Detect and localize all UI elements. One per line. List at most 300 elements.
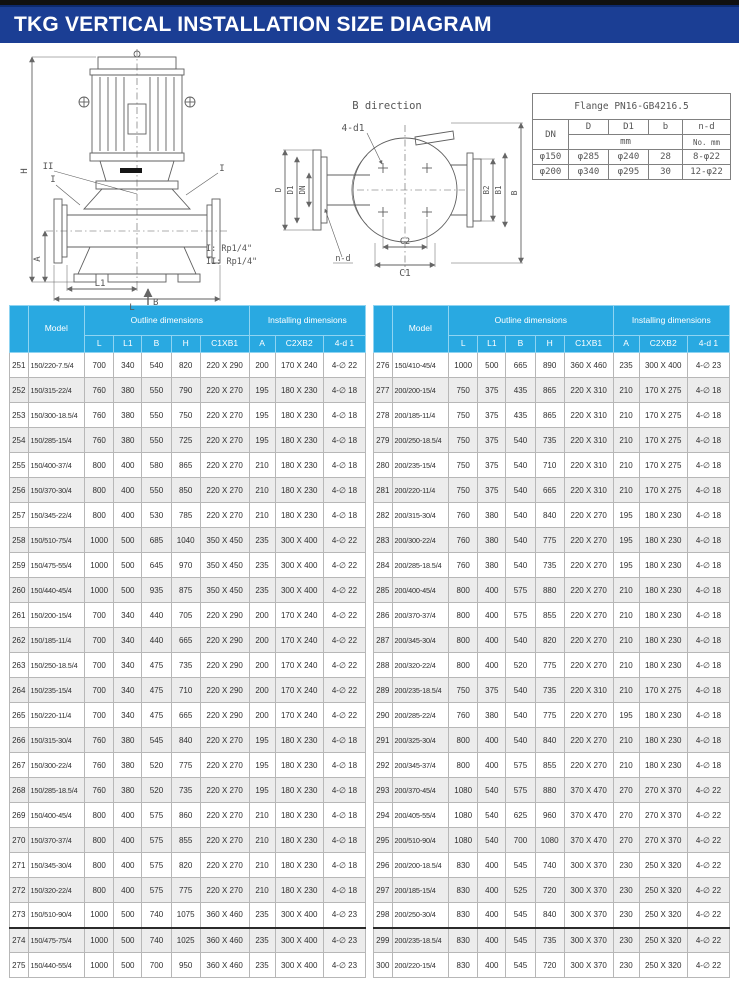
cell: 720 (535, 878, 564, 903)
cell: 4-∅ 22 (323, 653, 365, 678)
size-table-row (374, 753, 730, 778)
cell: 4-∅ 18 (323, 778, 365, 803)
cell: 4-∅ 22 (687, 853, 729, 878)
cell: 180 X 230 (275, 428, 323, 453)
cell: 540 (506, 428, 535, 453)
cell: 296 (374, 853, 393, 878)
cell: 210 (613, 453, 639, 478)
cell: 400 (114, 853, 142, 878)
cell: 375 (478, 453, 506, 478)
cell: 230 (613, 928, 639, 953)
cell: 350 X 450 (200, 553, 249, 578)
cell: 253 (10, 403, 29, 428)
flange-data-row (533, 150, 731, 165)
cell: 4-∅ 22 (323, 603, 365, 628)
cell: 220 X 270 (564, 653, 613, 678)
cell: 370 X 470 (564, 803, 613, 828)
cell: 550 (142, 478, 171, 503)
cell: 150/285-15/4 (28, 428, 85, 453)
header-row-number (374, 306, 393, 353)
cell: 575 (506, 753, 535, 778)
cell: 254 (10, 428, 29, 453)
cell: 800 (85, 853, 114, 878)
cell: 200 (249, 603, 275, 628)
cell: 575 (506, 578, 535, 603)
cell: 520 (142, 753, 171, 778)
cell: 1025 (171, 928, 200, 953)
cell: 665 (535, 478, 564, 503)
cell: 400 (114, 803, 142, 828)
size-table-row (374, 378, 730, 403)
header-c2xb2: C2XB2 (275, 336, 323, 353)
cell: φ295 (609, 165, 649, 180)
b-direction-drawing (245, 95, 535, 295)
cell: 8-φ22 (683, 150, 731, 165)
cell: 150/220-11/4 (28, 703, 85, 728)
cell: 625 (506, 803, 535, 828)
cell: 220 X 270 (200, 453, 249, 478)
cell: 665 (171, 703, 200, 728)
cell: 300 (374, 953, 393, 978)
size-table-row (10, 778, 366, 803)
size-table-row (374, 853, 730, 878)
cell: 250 X 320 (639, 878, 687, 903)
cell: 270 X 370 (639, 828, 687, 853)
cell: φ340 (569, 165, 609, 180)
cell: 150/510-75/4 (28, 528, 85, 553)
cell: 270 (613, 803, 639, 828)
flange-spec-table (532, 93, 731, 180)
cell: 235 (613, 353, 639, 378)
cell: 4-∅ 18 (323, 853, 365, 878)
cell: 210 (249, 878, 275, 903)
cell: 750 (171, 403, 200, 428)
cell: 4-∅ 18 (323, 728, 365, 753)
cell: 830 (449, 853, 478, 878)
cell: 4-∅ 18 (687, 528, 729, 553)
size-table-row (10, 628, 366, 653)
cell: 540 (506, 453, 535, 478)
cell: 220 X 310 (564, 453, 613, 478)
cell: 210 (613, 603, 639, 628)
cell: 200 (249, 703, 275, 728)
cell: 284 (374, 553, 393, 578)
cell: 960 (535, 803, 564, 828)
cell: 700 (85, 353, 114, 378)
cell: 575 (142, 828, 171, 853)
cell: 200/185-15/4 (392, 878, 449, 903)
callout-label-i-right: I (219, 164, 225, 174)
cell: 230 (613, 903, 639, 928)
cell: 180 X 230 (275, 728, 323, 753)
size-table-row (10, 928, 366, 953)
cell: 200/345-37/4 (392, 753, 449, 778)
cell: 210 (613, 428, 639, 453)
cell: 750 (449, 478, 478, 503)
cell: 300 X 400 (639, 353, 687, 378)
cell: 300 X 370 (564, 953, 613, 978)
cell: 750 (449, 453, 478, 478)
cell: 860 (171, 803, 200, 828)
cell: 150/410-45/4 (392, 353, 449, 378)
cell: 150/250-18.5/4 (28, 653, 85, 678)
cell: 170 X 275 (639, 478, 687, 503)
cell: 500 (114, 528, 142, 553)
cell: 380 (114, 428, 142, 453)
size-table-row (374, 728, 730, 753)
cell: 220 X 310 (564, 478, 613, 503)
size-table-row (374, 603, 730, 628)
size-table-row (374, 578, 730, 603)
header-outline-dimensions: Outline dimensions (449, 306, 613, 336)
dim-label-h: H (20, 168, 30, 174)
cell: 150/370-37/4 (28, 828, 85, 853)
cell: 800 (449, 628, 478, 653)
cell: 180 X 230 (639, 703, 687, 728)
size-table-row (10, 603, 366, 628)
cell: 220 X 270 (564, 728, 613, 753)
cell: 210 (249, 828, 275, 853)
cell: 380 (114, 403, 142, 428)
cell: 550 (142, 378, 171, 403)
cell: 200/315-30/4 (392, 503, 449, 528)
cell: 4-∅ 18 (687, 753, 729, 778)
cell: 380 (114, 378, 142, 403)
cell: 540 (506, 628, 535, 653)
dim-label-b2: B2 (482, 185, 491, 195)
cell: 350 X 450 (200, 528, 249, 553)
header-l1: L1 (478, 336, 506, 353)
cell: 800 (85, 503, 114, 528)
cell: 288 (374, 653, 393, 678)
cell: 180 X 230 (275, 778, 323, 803)
cell: 700 (85, 678, 114, 703)
title-bar (0, 5, 739, 43)
dim-label-l1: L1 (94, 279, 106, 289)
cell: 575 (142, 878, 171, 903)
flange-title-row (533, 94, 731, 120)
size-table-row (374, 553, 730, 578)
cell: 278 (374, 403, 393, 428)
cell: 540 (478, 778, 506, 803)
cell: 220 X 310 (564, 403, 613, 428)
dim-label-nd: n-d (335, 254, 351, 264)
cell: 340 (114, 703, 142, 728)
cell: 520 (506, 653, 535, 678)
cell: 286 (374, 603, 393, 628)
cell: 150/510-90/4 (28, 903, 85, 928)
cell: 545 (506, 903, 535, 928)
cell: 1000 (85, 578, 114, 603)
cell: 220 X 270 (200, 503, 249, 528)
cell: 550 (142, 428, 171, 453)
cell: 540 (506, 503, 535, 528)
cell: 270 (613, 778, 639, 803)
cell: 235 (249, 903, 275, 928)
header-row-number (10, 306, 29, 353)
size-table-row (374, 878, 730, 903)
cell: 170 X 240 (275, 353, 323, 378)
cell: 540 (506, 478, 535, 503)
cell: 550 (142, 403, 171, 428)
cell: 200/235-15/4 (392, 453, 449, 478)
cell: 150/475-55/4 (28, 553, 85, 578)
cell: 170 X 240 (275, 628, 323, 653)
cell: 4-∅ 22 (323, 528, 365, 553)
cell: 195 (613, 503, 639, 528)
cell: 760 (449, 553, 478, 578)
cell: 195 (249, 728, 275, 753)
flange-unit-nd: No. mm (683, 135, 731, 150)
cell: 300 X 370 (564, 853, 613, 878)
cell: 4-∅ 18 (687, 578, 729, 603)
size-table-row (10, 728, 366, 753)
cell: 180 X 230 (275, 378, 323, 403)
cell: 200/200-15/4 (392, 378, 449, 403)
cell: 170 X 275 (639, 378, 687, 403)
cell: 700 (85, 603, 114, 628)
cell: 180 X 230 (275, 453, 323, 478)
cell: 269 (10, 803, 29, 828)
cell: 4-∅ 22 (323, 703, 365, 728)
header-row-groups (374, 306, 730, 336)
cell: 220 X 270 (200, 428, 249, 453)
header-4d1: 4-d 1 (323, 336, 365, 353)
cell: 220 X 270 (200, 878, 249, 903)
cell: 300 X 400 (275, 928, 323, 953)
cell: 170 X 275 (639, 428, 687, 453)
cell: 735 (171, 653, 200, 678)
flange-data-row (533, 165, 731, 180)
cell: 880 (535, 778, 564, 803)
cell: 150/370-30/4 (28, 478, 85, 503)
cell: 200/370-45/4 (392, 778, 449, 803)
cell: 261 (10, 603, 29, 628)
cell: 400 (478, 928, 506, 953)
cell: 1080 (449, 778, 478, 803)
cell: 4-∅ 22 (687, 903, 729, 928)
cell: 800 (449, 653, 478, 678)
cell: 340 (114, 678, 142, 703)
cell: 800 (85, 828, 114, 853)
cell: 840 (535, 728, 564, 753)
cell: 855 (171, 828, 200, 853)
cell: 180 X 230 (639, 603, 687, 628)
size-table-row (10, 803, 366, 828)
cell: 274 (10, 928, 29, 953)
cell: 195 (613, 553, 639, 578)
cell: 28 (649, 150, 683, 165)
cell: 645 (142, 553, 171, 578)
cell: 380 (114, 778, 142, 803)
cell: 300 X 370 (564, 903, 613, 928)
cell: 575 (142, 803, 171, 828)
cell: 289 (374, 678, 393, 703)
cell: 1080 (535, 828, 564, 853)
cell: 150/185-11/4 (28, 628, 85, 653)
cell: 272 (10, 878, 29, 903)
header-a: A (249, 336, 275, 353)
cell: 200/235-18.5/4 (392, 678, 449, 703)
cell: 292 (374, 753, 393, 778)
cell: 840 (535, 903, 564, 928)
cell: 820 (171, 353, 200, 378)
cell: 210 (613, 403, 639, 428)
size-table-row (374, 828, 730, 853)
cell: 4-∅ 18 (687, 403, 729, 428)
cell: 200/220-15/4 (392, 953, 449, 978)
cell: 740 (535, 853, 564, 878)
cell: 220 X 270 (564, 753, 613, 778)
cell: 252 (10, 378, 29, 403)
cell: 251 (10, 353, 29, 378)
cell: 250 X 320 (639, 953, 687, 978)
cell: 220 X 290 (200, 353, 249, 378)
cell: 1080 (449, 828, 478, 853)
cell: 150/300-22/4 (28, 753, 85, 778)
cell: φ200 (533, 165, 569, 180)
size-table-row (374, 778, 730, 803)
cell: 220 X 270 (200, 728, 249, 753)
cell: 220 X 270 (200, 403, 249, 428)
dim-label-b1: B1 (494, 185, 503, 195)
flange-table-title: Flange PN16-GB4216.5 (533, 94, 731, 120)
header-h: H (535, 336, 564, 353)
cell: 270 X 370 (639, 778, 687, 803)
cell: 270 X 370 (639, 803, 687, 828)
cell: 500 (114, 928, 142, 953)
cell: 276 (374, 353, 393, 378)
cell: 4-∅ 18 (687, 603, 729, 628)
cell: 235 (249, 528, 275, 553)
cell: 250 X 320 (639, 903, 687, 928)
cell: 790 (171, 378, 200, 403)
cell: 400 (478, 653, 506, 678)
size-table-row (374, 953, 730, 978)
cell: 275 (10, 953, 29, 978)
size-table-right (373, 305, 730, 978)
cell: 400 (478, 903, 506, 928)
cell: 293 (374, 778, 393, 803)
size-table-row (10, 753, 366, 778)
cell: 380 (478, 528, 506, 553)
size-table-row (10, 403, 366, 428)
size-table-row (10, 353, 366, 378)
cell: 285 (374, 578, 393, 603)
cell: 540 (478, 803, 506, 828)
cell: 300 X 400 (275, 528, 323, 553)
cell: 575 (142, 853, 171, 878)
cell: 1075 (171, 903, 200, 928)
header-a: A (613, 336, 639, 353)
cell: 735 (535, 678, 564, 703)
cell: 4-∅ 22 (687, 778, 729, 803)
drawing-area (0, 43, 739, 313)
cell: 291 (374, 728, 393, 753)
cell: 760 (449, 528, 478, 553)
size-table-row (10, 678, 366, 703)
cell: 150/345-22/4 (28, 503, 85, 528)
cell: 545 (506, 953, 535, 978)
flange-col-b: b (649, 120, 683, 135)
cell: 220 X 290 (200, 628, 249, 653)
cell: 170 X 275 (639, 403, 687, 428)
cell: 400 (114, 453, 142, 478)
cell: 200/300-22/4 (392, 528, 449, 553)
dim-label-b: B (153, 298, 159, 308)
cell: 800 (449, 578, 478, 603)
cell: 220 X 310 (564, 678, 613, 703)
cell: 360 X 460 (564, 353, 613, 378)
cell: 4-∅ 18 (687, 628, 729, 653)
cell: 4-∅ 18 (687, 653, 729, 678)
cell: 260 (10, 578, 29, 603)
cell: 525 (506, 878, 535, 903)
header-l1: L1 (114, 336, 142, 353)
cell: 750 (449, 403, 478, 428)
dim-label-b-dir: B (510, 190, 519, 196)
cell: 220 X 270 (200, 828, 249, 853)
cell: 400 (478, 853, 506, 878)
header-l: L (449, 336, 478, 353)
cell: 685 (142, 528, 171, 553)
cell: 170 X 275 (639, 678, 687, 703)
header-installing-dimensions: Installing dimensions (249, 306, 365, 336)
cell: 1040 (171, 528, 200, 553)
size-table-row (374, 403, 730, 428)
cell: 775 (535, 528, 564, 553)
cell: 820 (171, 853, 200, 878)
cell: 265 (10, 703, 29, 728)
cell: 220 X 270 (564, 578, 613, 603)
cell: 545 (142, 728, 171, 753)
cell: 195 (249, 428, 275, 453)
cell: 380 (478, 553, 506, 578)
note-line-1: I: Rp1/4" (206, 244, 253, 254)
cell: 256 (10, 478, 29, 503)
cell: 4-∅ 22 (687, 953, 729, 978)
cell: 500 (478, 353, 506, 378)
cell: 400 (478, 753, 506, 778)
cell: 500 (114, 578, 142, 603)
cell: 180 X 230 (639, 653, 687, 678)
cell: 170 X 240 (275, 603, 323, 628)
cell: 287 (374, 628, 393, 653)
cell: 520 (142, 778, 171, 803)
cell: 210 (613, 478, 639, 503)
cell: 180 X 230 (275, 828, 323, 853)
cell: 500 (114, 953, 142, 978)
callout-label-ii: II (42, 162, 54, 172)
cell: 200/285-18.5/4 (392, 553, 449, 578)
cell: 4-∅ 18 (323, 828, 365, 853)
cell: 735 (535, 928, 564, 953)
cell: 400 (478, 578, 506, 603)
cell: 230 (613, 953, 639, 978)
cell: 4-∅ 18 (323, 503, 365, 528)
cell: 255 (10, 453, 29, 478)
cell: 665 (506, 353, 535, 378)
cell: 830 (449, 928, 478, 953)
cell: 264 (10, 678, 29, 703)
cell: 220 X 270 (564, 703, 613, 728)
cell: 220 X 310 (564, 428, 613, 453)
cell: 760 (85, 378, 114, 403)
cell: 290 (374, 703, 393, 728)
cell: 340 (114, 353, 142, 378)
header-b: B (142, 336, 171, 353)
cell: 400 (478, 878, 506, 903)
